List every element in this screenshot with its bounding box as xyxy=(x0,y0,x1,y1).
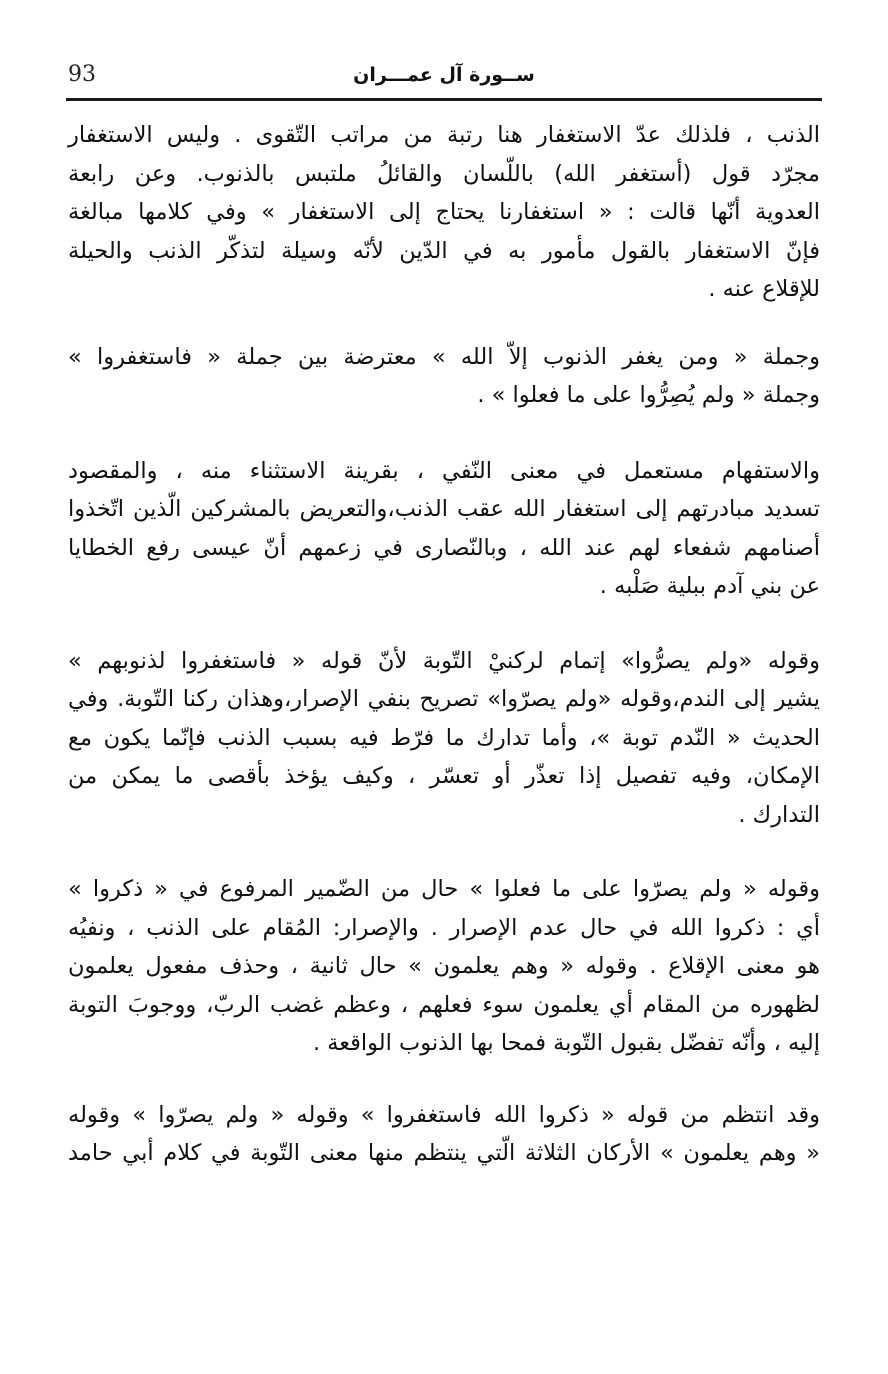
text-line: العدوية أنّها قالت : « استغفارنا يحتاج إلى الاستغفار » وفي كلامها مبالغة xyxy=(68,199,820,225)
paragraph-5 xyxy=(68,870,820,1063)
text-line: والاستفهام مستعمل في معنى النّفي ، بقرينة الاستثناء منه ، والمقصود xyxy=(68,457,820,484)
text-line: فإنّ الاستغفار بالقول مأمور به في الدّين لأنّه وسيلة لتذكّر الذنب والحيلة xyxy=(68,237,820,264)
text-line: التدارك . xyxy=(738,801,820,828)
page-header xyxy=(66,62,822,96)
text-line: مجرّد قول (أستغفر الله) باللّسان والقائلُ ملتبس بالذنوب. وعن رابعة xyxy=(68,160,820,187)
text-line: وجملة « ومن يغفر الذنوب إلاّ الله » معترضة بين جملة « فاستغفروا » xyxy=(68,343,820,370)
paragraph-3 xyxy=(68,452,820,606)
paragraph-4 xyxy=(68,642,820,835)
text-line: للإقلاع عنه . xyxy=(708,276,820,302)
text-line: تسديد مبادرتهم إلى استغفار الله عقب الذنب،والتعريض بالمشركين الّذين اتّخذوا xyxy=(68,496,820,522)
paragraph-6 xyxy=(68,1096,820,1173)
body-text xyxy=(68,116,820,1173)
text-line: وقوله « ولم يصرّوا على ما فعلوا » حال من الضّمير المرفوع في « ذكروا » xyxy=(68,876,820,902)
text-line: وقوله «ولم يصرُّوا» إتمام لركنيْ التّوبة لأنّ قوله « فاستغفروا لذنوبهم » xyxy=(68,647,820,674)
text-line: وقد انتظم من قوله « ذكروا الله فاستغفروا » وقوله « ولم يصرّوا » وقوله xyxy=(68,1101,820,1128)
text-line: وجملة « ولم يُصِرُّوا على ما فعلوا » . xyxy=(477,382,820,408)
text-line: « وهم يعلمون » الأركان الثلاثة الّتي ينتظم منها معنى التّوبة في كلام أبي حامد xyxy=(68,1140,820,1166)
page-number: 93 xyxy=(68,62,96,87)
header-rule xyxy=(66,98,822,101)
paragraph-1 xyxy=(68,116,820,309)
running-title: ســورة آل عمـــران xyxy=(353,64,535,86)
text-line: أي : ذكروا الله في حال عدم الإصرار . والإصرار: المُقام على الذنب ، ونفيُه xyxy=(68,914,820,941)
text-line: إليه ، وأنّه تفضّل بقبول التّوبة فمحا بها الذنوب الواقعة . xyxy=(312,1030,820,1056)
text-line: الحديث « النّدم توبة »، وأما تدارك ما فرّط فيه بسبب الذنب فإنّما يكون مع xyxy=(68,724,820,751)
text-line: الإمكان، وفيه تفصيل إذا تعذّر أو تعسّر ، وكيف يؤخذ بأقصى ما يمكن من xyxy=(68,763,820,789)
paragraph-2 xyxy=(68,338,820,415)
text-line: يشير إلى الندم،وقوله «ولم يصرّوا» تصريح بنفي الإصرار،وهذان ركنا التّوبة. وفي xyxy=(68,686,820,712)
text-line: أصنامهم شفعاء لهم عند الله ، وبالنّصارى في زعمهم أنّ عيسى رفع الخطايا xyxy=(68,534,820,561)
text-line: الذنب ، فلذلك عدّ الاستغفار هنا رتبة من مراتب التّقوى . وليس الاستغفار xyxy=(68,122,820,148)
text-line: عن بني آدم ببلية صَلْبه . xyxy=(599,573,820,599)
text-line: هو معنى الإقلاع . وقوله « وهم يعلمون » حال ثانية ، وحذف مفعول يعلمون xyxy=(68,953,820,979)
text-line: لظهوره من المقام أي يعلمون سوء فعلهم ، وعظم غضب الربّ، ووجوبَ التوبة xyxy=(68,991,820,1018)
